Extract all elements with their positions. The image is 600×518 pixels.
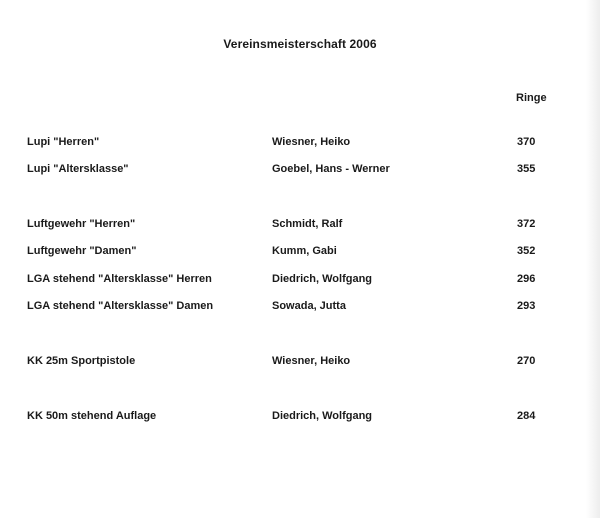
table-row (0, 136, 600, 150)
table-row (0, 163, 600, 177)
row-category: KK 25m Sportpistole (27, 355, 136, 367)
table-row (0, 410, 600, 424)
table-row (0, 300, 600, 314)
row-category: LGA stehend "Altersklasse" Herren (27, 273, 212, 285)
row-category: Luftgewehr "Damen" (27, 245, 137, 257)
row-name: Schmidt, Ralf (272, 218, 343, 230)
table-row (0, 273, 600, 287)
row-score: 372 (517, 218, 536, 230)
column-header-ringe: Ringe (516, 92, 547, 104)
page-edge-shadow (586, 0, 600, 518)
row-category: KK 50m stehend Auflage (27, 410, 157, 422)
row-name: Kumm, Gabi (272, 245, 337, 257)
row-score: 293 (517, 300, 536, 312)
row-score: 296 (517, 273, 536, 285)
row-category: Lupi "Altersklasse" (27, 163, 129, 175)
row-score: 352 (517, 245, 536, 257)
table-row (0, 218, 600, 232)
row-name: Diedrich, Wolfgang (272, 273, 373, 285)
row-score: 284 (517, 410, 536, 422)
row-name: Diedrich, Wolfgang (272, 410, 373, 422)
row-score: 370 (517, 136, 536, 148)
row-name: Wiesner, Heiko (272, 136, 351, 148)
row-score: 270 (517, 355, 536, 367)
row-category: Lupi "Herren" (27, 136, 100, 148)
row-score: 355 (517, 163, 536, 175)
row-category: LGA stehend "Altersklasse" Damen (27, 300, 214, 312)
row-category: Luftgewehr "Herren" (27, 218, 136, 230)
row-name: Sowada, Jutta (272, 300, 346, 312)
row-name: Wiesner, Heiko (272, 355, 351, 367)
row-name: Goebel, Hans - Werner (272, 163, 390, 175)
table-row (0, 245, 600, 259)
table-row (0, 355, 600, 369)
document-title: Vereinsmeisterschaft 2006 (223, 37, 377, 51)
